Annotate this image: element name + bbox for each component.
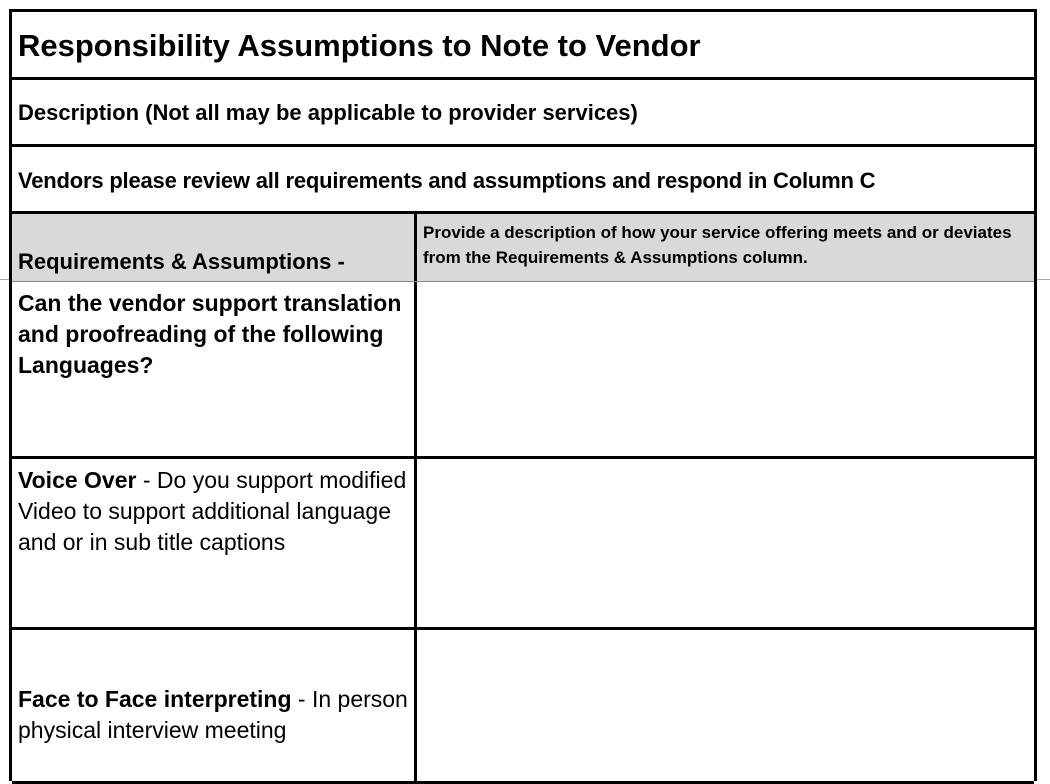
requirement-title: Face to Face interpreting	[18, 686, 292, 712]
requirement-cell[interactable]	[12, 282, 417, 456]
instruction-row: Vendors please review all requirements and assumptions and respond in Column C	[12, 147, 1034, 214]
requirement-text: - In person physical interview meeting	[18, 686, 408, 743]
description-row: Description (Not all may be applicable to provider services)	[12, 80, 1034, 147]
response-cell[interactable]	[417, 282, 1034, 456]
header-response[interactable]: Provide a description of how your service offering meets and or deviates from the Requirements & Assumptions column.	[423, 223, 1012, 267]
requirement-title: Voice Over	[18, 467, 137, 493]
requirement-cell[interactable]	[12, 630, 417, 781]
header-row	[12, 214, 1034, 282]
header-requirements[interactable]: Requirements & Assumptions -	[12, 214, 417, 281]
table-row	[12, 282, 1034, 459]
requirement-text: - Do you support modified Video to support additional language and or in sub title captions	[18, 467, 407, 555]
table-row	[12, 459, 1034, 630]
response-cell[interactable]	[417, 459, 1034, 627]
response-cell[interactable]	[417, 630, 1034, 781]
assumptions-table	[9, 9, 1037, 781]
requirement-title: Can the vendor support translation and proofreading of the following Languages?	[18, 290, 402, 378]
requirement-cell[interactable]	[12, 459, 417, 627]
table-row	[12, 630, 1034, 784]
table-title: Responsibility Assumptions to Note to Vendor	[12, 12, 1034, 80]
